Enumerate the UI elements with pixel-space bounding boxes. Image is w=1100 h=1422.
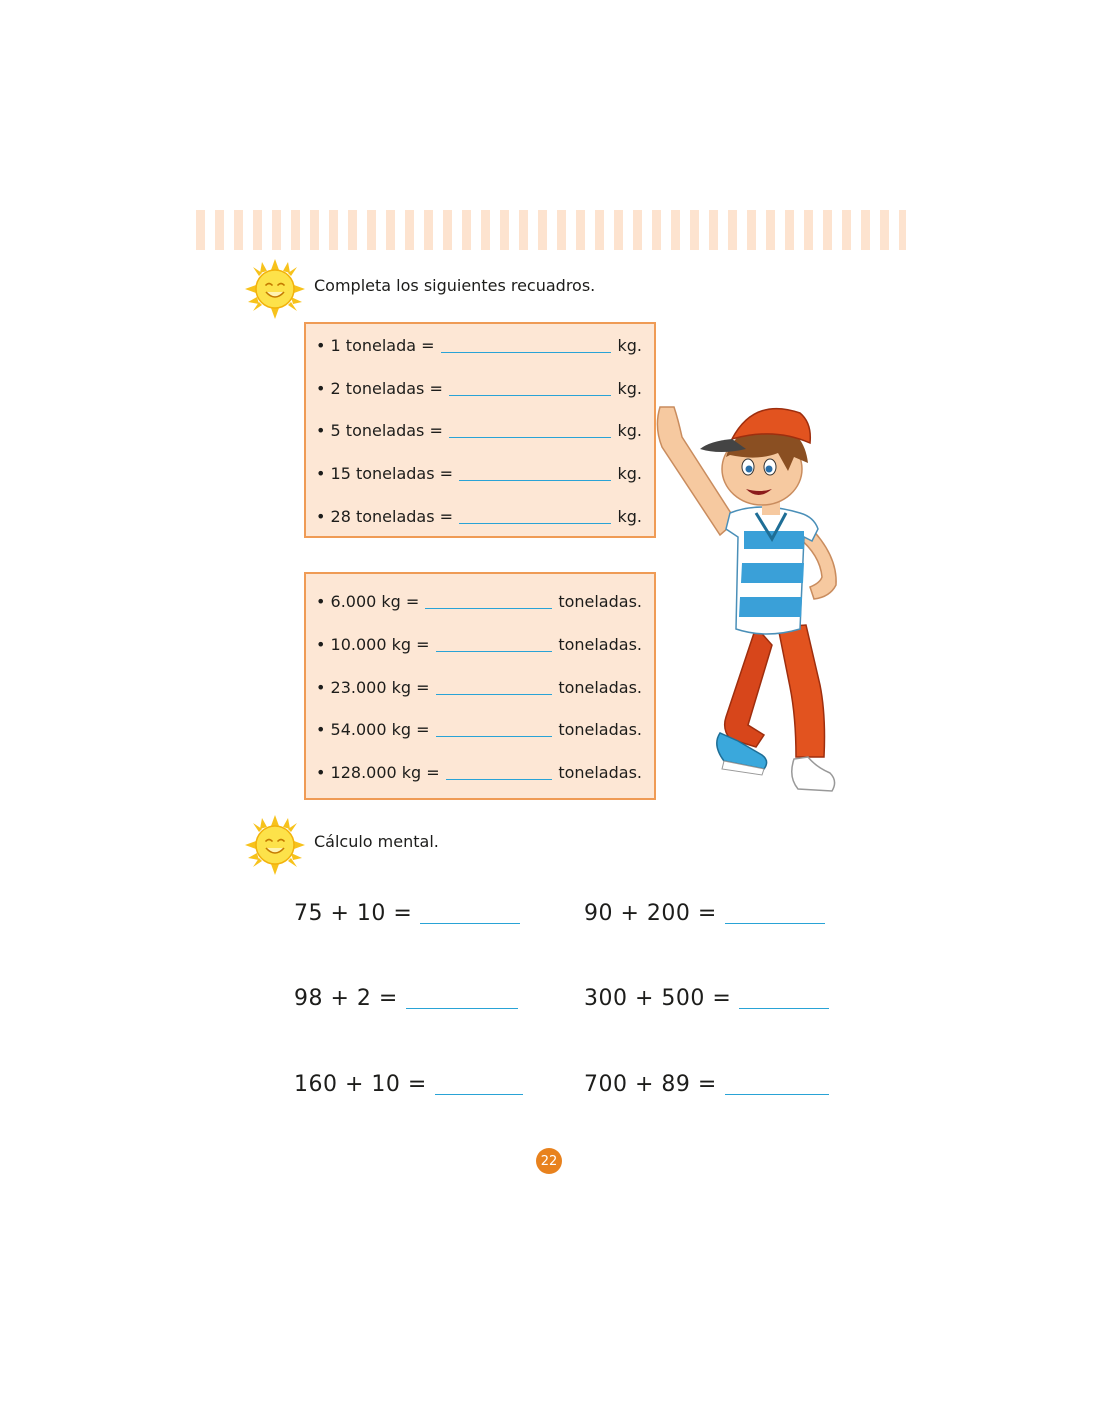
answer-line[interactable] xyxy=(739,1007,829,1009)
row-label: • 2 toneladas = xyxy=(316,379,443,398)
conversion-row xyxy=(316,675,642,697)
sun-icon xyxy=(244,258,306,320)
row-label: • 5 toneladas = xyxy=(316,421,443,440)
answer-line[interactable] xyxy=(446,778,553,780)
row-unit: toneladas. xyxy=(558,592,642,611)
row-label: • 10.000 kg = xyxy=(316,635,430,654)
mental-math-equation xyxy=(294,896,520,926)
exercise-1-instruction: Completa los siguientes recuadros. xyxy=(314,276,596,295)
answer-line[interactable] xyxy=(425,607,552,609)
mental-math-equation xyxy=(294,1067,523,1097)
row-unit: kg. xyxy=(617,464,642,483)
row-unit: toneladas. xyxy=(558,678,642,697)
answer-line[interactable] xyxy=(420,922,520,924)
row-label: • 15 toneladas = xyxy=(316,464,454,483)
mental-math-equation xyxy=(584,896,825,926)
answer-line[interactable] xyxy=(459,479,611,481)
row-unit: kg. xyxy=(617,336,642,355)
row-label: • 6.000 kg = xyxy=(316,592,420,611)
conversion-row xyxy=(316,632,642,654)
answer-line[interactable] xyxy=(441,351,612,353)
conversion-row xyxy=(316,760,642,782)
answer-line[interactable] xyxy=(436,735,553,737)
equation-text: 300 + 500 = xyxy=(584,986,732,1011)
row-label: • 1 tonelada = xyxy=(316,336,435,355)
conversion-row xyxy=(316,461,642,483)
header-stripe-band xyxy=(196,210,906,250)
mental-math-equation xyxy=(584,981,829,1011)
conversion-row xyxy=(316,418,642,440)
row-label: • 28 toneladas = xyxy=(316,507,454,526)
row-unit: toneladas. xyxy=(558,635,642,654)
equation-text: 98 + 2 = xyxy=(294,986,398,1011)
page-number-badge: 22 xyxy=(536,1148,562,1174)
row-unit: kg. xyxy=(617,379,642,398)
tons-to-kg-box xyxy=(304,322,656,538)
answer-line[interactable] xyxy=(449,394,612,396)
sun-icon xyxy=(244,814,306,876)
answer-line[interactable] xyxy=(436,693,553,695)
row-unit: kg. xyxy=(617,421,642,440)
equation-text: 700 + 89 = xyxy=(584,1072,717,1097)
row-label: • 128.000 kg = xyxy=(316,763,440,782)
boy-illustration xyxy=(648,395,858,805)
equation-text: 160 + 10 = xyxy=(294,1072,427,1097)
row-label: • 54.000 kg = xyxy=(316,720,430,739)
mental-math-equation xyxy=(584,1067,829,1097)
answer-line[interactable] xyxy=(725,1093,829,1095)
row-label: • 23.000 kg = xyxy=(316,678,430,697)
answer-line[interactable] xyxy=(449,436,612,438)
mental-math-equation xyxy=(294,981,518,1011)
conversion-row xyxy=(316,376,642,398)
equation-text: 75 + 10 = xyxy=(294,901,413,926)
kg-to-tons-box xyxy=(304,572,656,800)
exercise-2-instruction: Cálculo mental. xyxy=(314,832,439,851)
answer-line[interactable] xyxy=(459,522,611,524)
row-unit: toneladas. xyxy=(558,720,642,739)
conversion-row xyxy=(316,333,642,355)
answer-line[interactable] xyxy=(406,1007,518,1009)
answer-line[interactable] xyxy=(435,1093,523,1095)
equation-text: 90 + 200 = xyxy=(584,901,717,926)
answer-line[interactable] xyxy=(725,922,825,924)
row-unit: toneladas. xyxy=(558,763,642,782)
row-unit: kg. xyxy=(617,507,642,526)
conversion-row xyxy=(316,504,642,526)
conversion-row xyxy=(316,589,642,611)
conversion-row xyxy=(316,717,642,739)
answer-line[interactable] xyxy=(436,650,553,652)
